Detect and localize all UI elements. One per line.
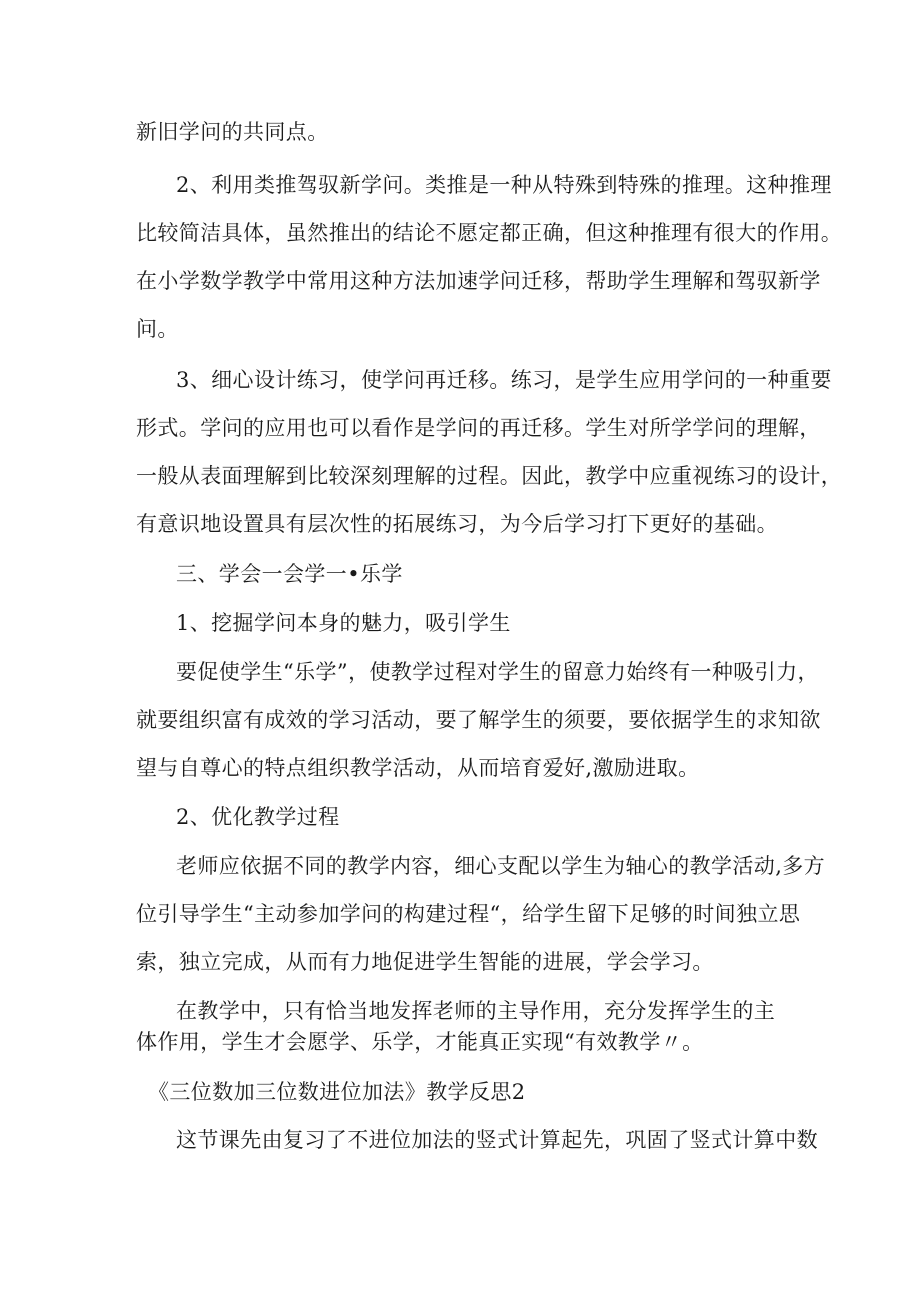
text-line-7: 形式。学问的应用也可以看作是学问的再迁移。学生对所学学问的理解， — [136, 416, 821, 440]
text-line-1: 新旧学问的共同点。 — [136, 120, 329, 144]
text-line-4: 在小学数学教学中常用这种方法加速学问迁移，帮助学生理解和驾驭新学 — [136, 269, 821, 293]
text-line-6: 3、细心设计练习，使学问再迁移。练习，是学生应用学问的一种重要 — [176, 368, 832, 392]
text-line-14: 望与自尊心的特点组织教学活动，从而培育爱好,激励进取。 — [136, 756, 700, 780]
subheading-1: 1、挖掘学问本身的魅力，吸引学生 — [176, 611, 511, 635]
text-line-12: 要促使学生“乐学”，使教学过程对学生的留意力始终有一种吸引力， — [176, 660, 819, 684]
text-line-18: 索，独立完成，从而有力地促进学生智能的进展，学会学习。 — [136, 950, 714, 974]
text-line-8: 一般从表面理解到比较深刻理解的过程。因此，教学中应重视练习的设计， — [136, 464, 843, 488]
text-line-16: 老师应依据不同的教学内容，细心支配以学生为轴心的教学活动,多方 — [176, 854, 826, 878]
section-heading: 三、学会一会学一•乐学 — [176, 562, 403, 586]
text-line-20: 体作用，学生才会愿学、乐学，才能真正实现“有效教学〃。 — [136, 1030, 704, 1054]
text-line-9: 有意识地设置具有层次性的拓展练习，为今后学习打下更好的基础。 — [136, 512, 778, 536]
article-title: 《三位数加三位数进位加法》教学反思2 — [148, 1080, 526, 1104]
text-line-2: 2、利用类推驾驭新学问。类推是一种从特殊到特殊的推理。这种推理 — [176, 173, 832, 197]
text-line-19: 在教学中，只有恰当地发挥老师的主导作用，充分发挥学生的主 — [176, 999, 776, 1023]
text-line-22: 这节课先由复习了不进位加法的竖式计算起先，巩固了竖式计算中数 — [176, 1128, 818, 1152]
text-line-13: 就要组织富有成效的学习活动，要了解学生的须要，要依据学生的求知欲 — [136, 708, 821, 732]
subheading-2: 2、优化教学过程 — [176, 805, 340, 829]
text-line-3: 比较简洁具体，虽然推出的结论不愿定都正确，但这种推理有很大的作用。 — [136, 221, 843, 245]
text-line-5: 问。 — [136, 317, 179, 341]
text-line-17: 位引导学生“主动参加学问的构建过程“，给学生留下足够的时间独立思 — [136, 902, 801, 926]
